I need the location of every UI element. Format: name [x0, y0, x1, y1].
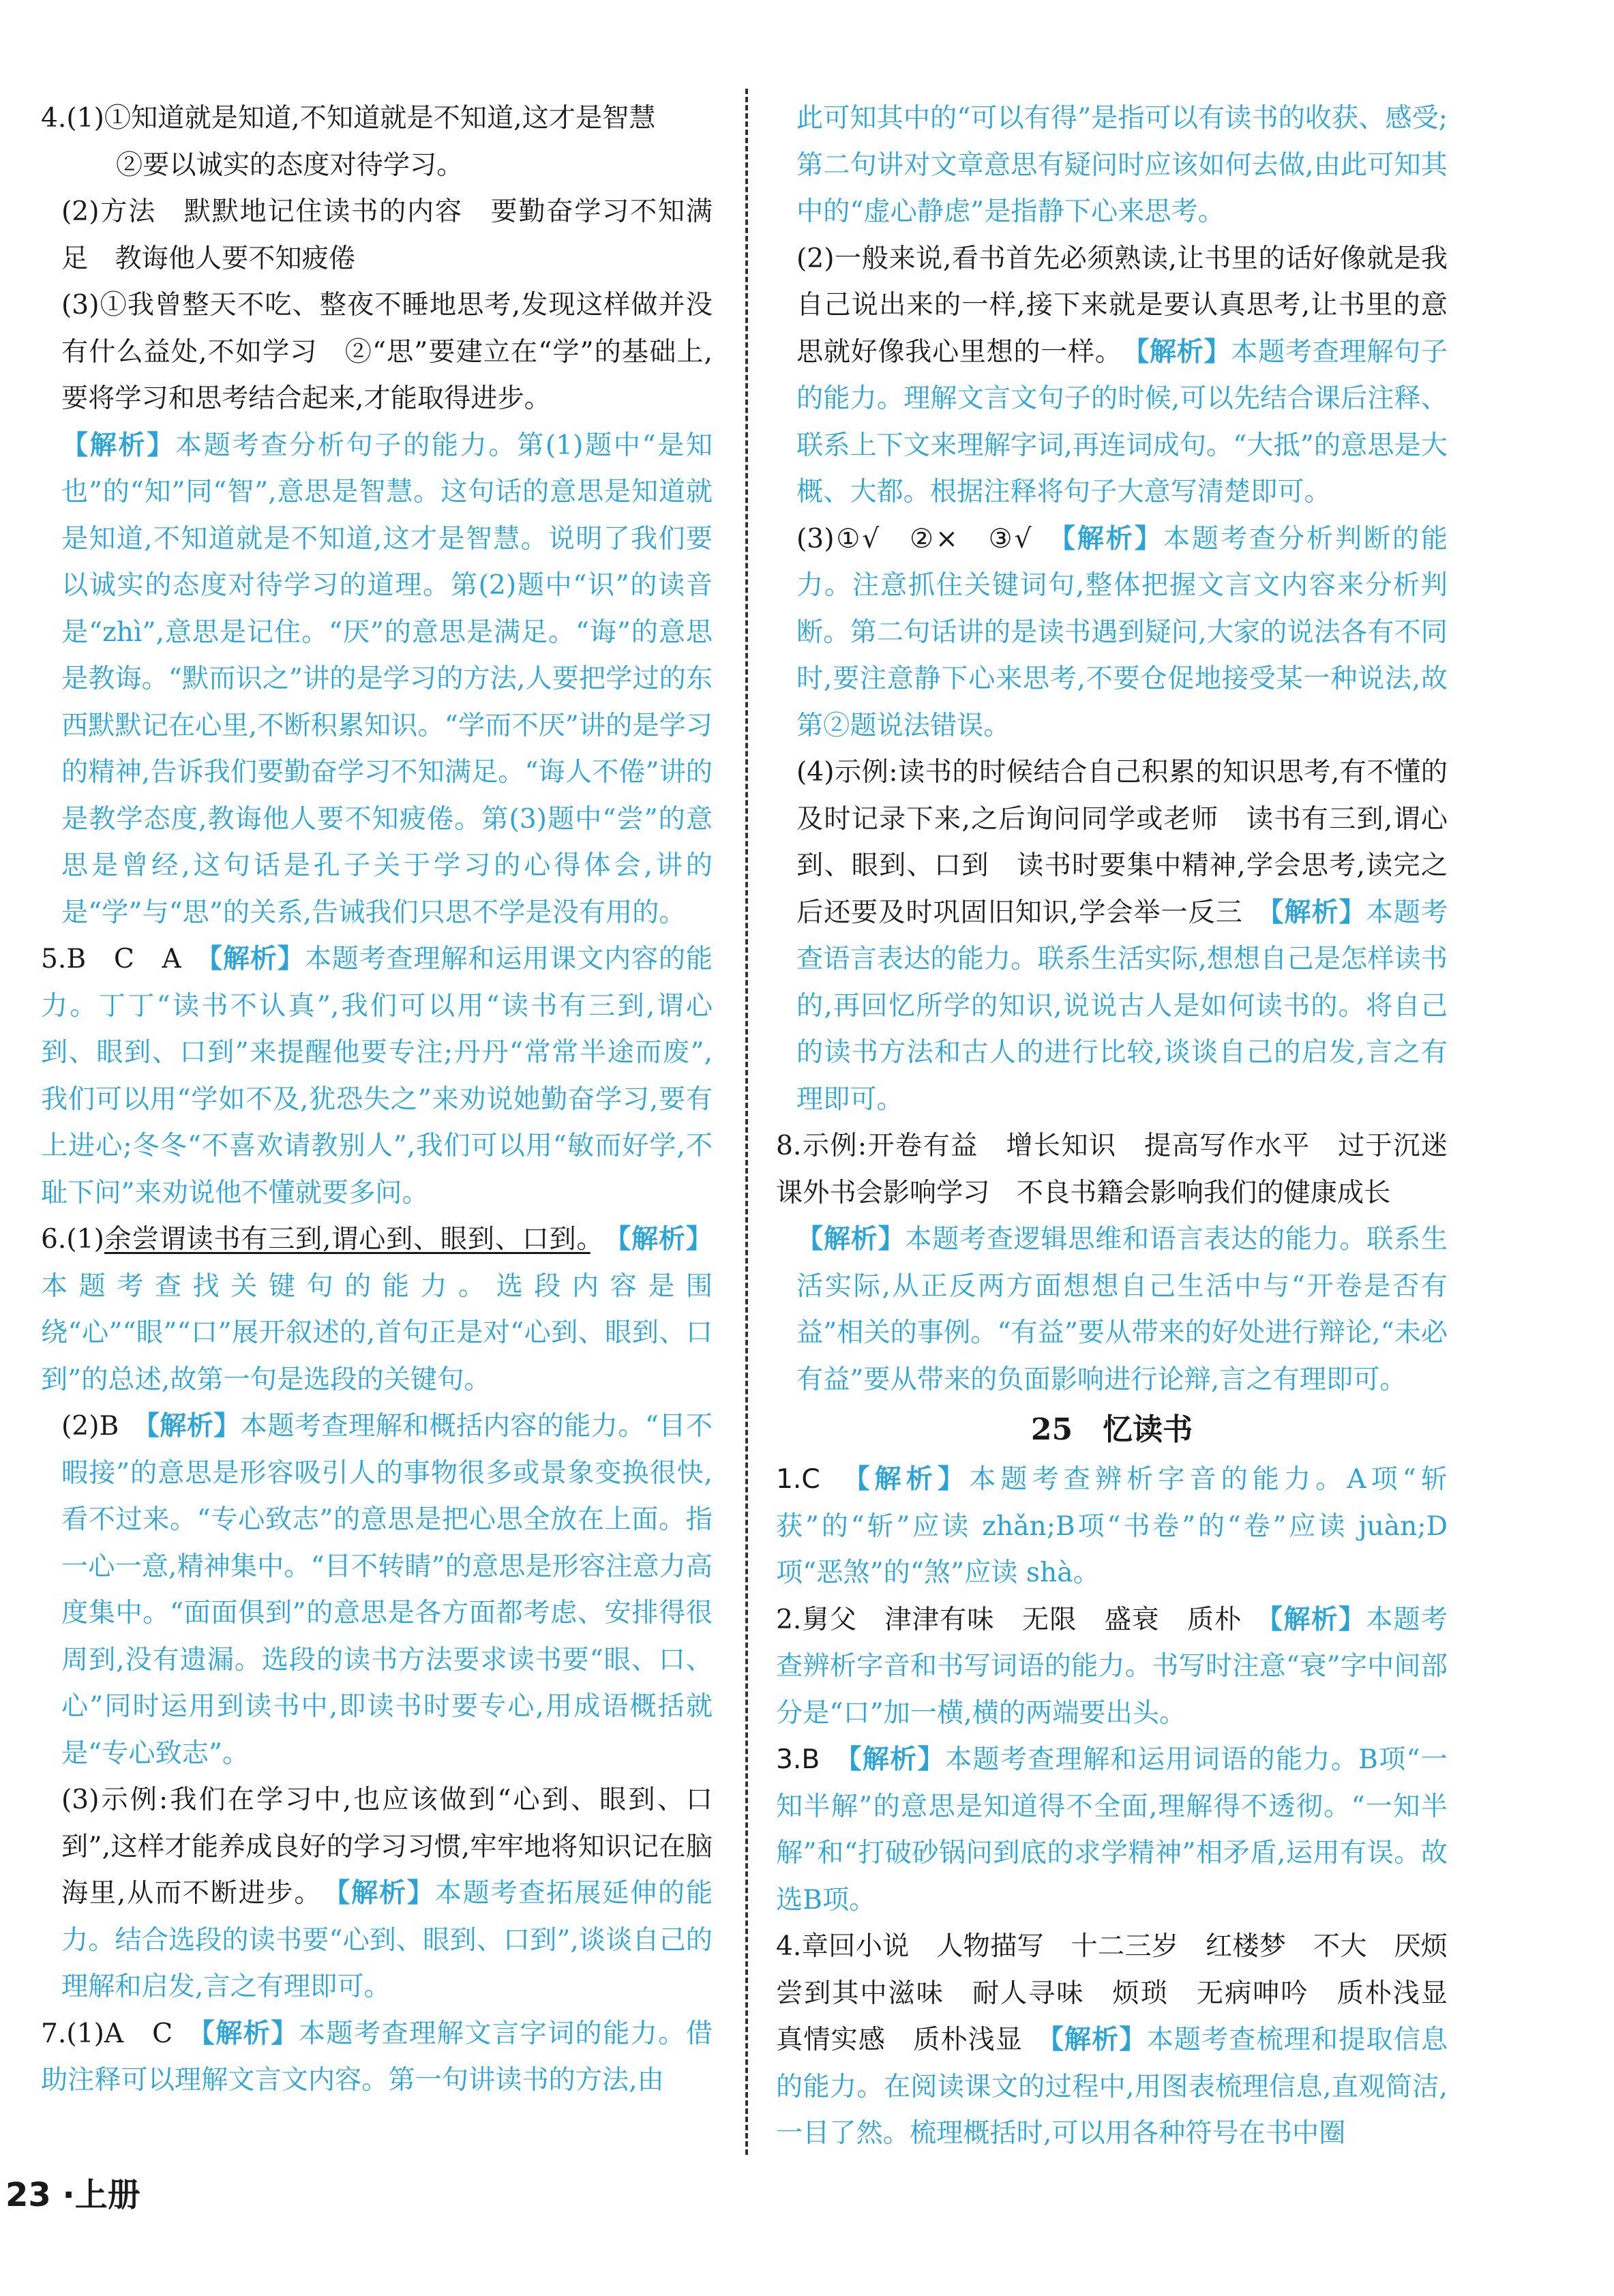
s4-block: [776, 1924, 1475, 2158]
q6-1-answer: 余尝谓读书有三到,谓心到、眼到、口到。: [104, 1224, 591, 1255]
analysis-tag: 【解析】: [209, 944, 305, 974]
q4-analysis-text: 本题考查分析句子的能力。第(1)题中“是知也”的“知”同“智”,意思是智慧。这句话的意思是知道就是知道,不知道就是不知道,这才是智慧。说明了我们要以诚实的态度对待学习的道理。第(2)题中“识”的读音是“zhì”,意思是记住。“厌”的意思是满足。“诲”的意思是教诲。“默而识之”讲的是学习的方法,人要把学过的东西默默记在心里,不断积累知识。“学而不厌”讲的是学习的精神,告诉我们要勤奋学习不知满足。“诲人不倦”讲的是教学态度,教诲他人要不知疲倦。第(3)题中“尝”的意思是曾经,这句话是孔子关于学习的心得体会,讲的是“学”与“思”的关系,告诫我们只思不学是没有用的。: [61, 430, 713, 928]
s1-analysis-text: 本题考查辨析字音的能力。A项“斩获”的“斩”应读 zhǎn;B项“书卷”的“卷”应读 juàn;D项“恶煞”的“煞”应读 shà。: [776, 1464, 1448, 1588]
column-divider: [745, 89, 748, 2155]
analysis-tag: 【解析】: [146, 1411, 241, 1442]
s3-answer: 3.B: [776, 1744, 820, 1775]
q4-answer-3: (3)①我曾整天不吃、整夜不睡地思考,发现这样做并没有什么益处,不如学习 ②“思”要建立在“学”的基础上,要将学习和思考结合起来,才能取得进步。: [61, 290, 713, 414]
q5-analysis-text: 本题考查理解和运用课文内容的能力。丁丁“读书不认真”,我们可以用“读书有三到,谓心到、眼到、口到”来提醒他要专注;丹丹“常常半途而废”,我们可以用“学如不及,犹恐失之”来劝说她勤奋学习,要有上进心;冬冬“不喜欢请教别人”,我们可以用“敏而好学,不耻下问”来劝说他不懂就要多问。: [41, 944, 713, 1208]
analysis-tag: 【解析】: [1050, 2025, 1147, 2055]
analysis-tag: 【解析】: [856, 1464, 970, 1495]
q6-2-analysis-text: 本题考查理解和概括内容的能力。“目不暇接”的意思是形容吸引人的事物很多或景象变换很快,看不过来。“专心致志”的意思是把心思全放在上面。指一心一意,精神集中。“目不转睛”的意思是形容注意力高度集中。“面面俱到”的意思是各方面都考虑、安排得很周到,没有遗漏。选段的读书方法要求读书要“眼、口、心”同时运用到读书中,即读书时要专心,用成语概括就是“专心致志”。: [61, 1411, 713, 1769]
s2-block: [776, 1597, 1448, 1738]
page-number: 23 ·上册: [5, 2176, 140, 2214]
q7-4-analysis-text: 本题考查语言表达的能力。联系生活实际,想想自己是怎样读书的,再回忆所学的知识,说说古人是如何读书的。将自己的读书方法和古人的进行比较,谈谈自己的启发,言之有理即可。: [796, 897, 1448, 1115]
q8-analysis-text: 本题考查逻辑思维和语言表达的能力。联系生活实际,从正反两方面想想自己生活中与“开卷是否有益”相关的事例。“有益”要从带来的好处进行辩论,“未必有益”要从带来的负面影响进行论辩,言之有理即可。: [796, 1224, 1448, 1395]
q7-2-block: [776, 236, 1448, 516]
s2-answer: 2.舅父 津津有味 无限 盛衰 质朴: [776, 1604, 1242, 1635]
q6-3-answer: (3)示例:我们在学习中,也应该做到“心到、眼到、口到”,这样才能养成良好的学习习惯,牢牢地将知识记在脑海里,从而不断进步。: [61, 1785, 713, 1909]
right-column: [776, 95, 1475, 2158]
q7-1-block: [41, 2011, 713, 2104]
q7-3-block: [776, 516, 1448, 750]
left-column: [41, 95, 713, 2104]
analysis-tag: 【解析】: [201, 2018, 299, 2049]
s1-block: [776, 1457, 1448, 1597]
s2-analysis-text: 本题考查辨析字音和书写词语的能力。书写时注意“衰”字中间部分是“口”加一横,横的两端要出头。: [776, 1604, 1448, 1729]
q5-answer: 5.B C A: [41, 944, 181, 974]
q6-1-prefix: 6.(1): [41, 1224, 104, 1255]
q7-1-answer: 7.(1)A C: [41, 2018, 173, 2049]
q6-1-block: [41, 1217, 713, 1403]
q7-3-analysis-text: 本题考查分析判断的能力。注意抓住关键词句,整体把握文言文内容来分析判断。第二句话讲的是读书遇到疑问,大家的说法各有不同时,要注意静下心来思考,不要仓促地接受某一种说法,故第②题说法错误。: [796, 523, 1448, 741]
analysis-tag: 【解析】: [617, 1224, 713, 1255]
analysis-tag: 【解析】: [848, 1744, 945, 1775]
analysis-tag: 【解析】: [1135, 336, 1231, 368]
q6-1-analysis-text: 本题考查找关键句的能力。选段内容是围绕“心”“眼”“口”展开叙述的,首句正是对“心到、眼到、口到”的总述,故第一句是选段的关键句。: [41, 1270, 713, 1395]
q7-1-analysis-text: 本题考查理解文言字词的能力。借助注释可以理解文言文内容。第一句讲读书的方法,由: [41, 2018, 713, 2096]
s4-answer: 4.章回小说 人物描写 十二三岁 红楼梦 不大 厌烦 尝到其中滋味 耐人寻味 烦琐 无病呻吟 质朴浅显 真情实感 质朴浅显: [776, 1931, 1475, 2055]
analysis-tag: 【解析】: [1269, 1604, 1366, 1635]
s1-answer: 1.C: [776, 1464, 820, 1495]
q7-2-analysis-text: 本题考查理解句子的能力。理解文言文句子的时候,可以先结合课后注释、联系上下文来理解字词,再连词成句。“大抵”的意思是大概、大都。根据注释将句子大意写清楚即可。: [796, 336, 1448, 507]
q8-analysis: [776, 1217, 1448, 1403]
q6-3-block: [41, 1777, 713, 2011]
q4-analysis: [41, 423, 713, 937]
q4-answer-2: (2)方法 默默地记住读书的内容 要勤奋学习不知满足 教诲他人要不知疲倦: [61, 196, 713, 274]
q7-3-answer: (3)①√ ②× ③√: [796, 523, 1032, 554]
analysis-tag: 【解析】: [1270, 897, 1366, 928]
q7-1-analysis-cont: 此可知其中的“可以有得”是指可以有读书的收获、感受;第二句讲对文章意思有疑问时应该如何去做,由此可知其中的“虚心静虑”是指静下心来思考。: [796, 103, 1448, 227]
q7-4-block: [776, 749, 1448, 1123]
q4-answer-1a: 4.(1)①知道就是知道,不知道就是不知道,这才是智慧: [41, 103, 656, 134]
s3-block: [776, 1737, 1448, 1924]
section-title: 25 忆读书: [1030, 1412, 1193, 1447]
q8-answer: 8.示例:开卷有益 增长知识 提高写作水平 过于沉迷课外书会影响学习 不良书籍会影响我们的健康成长: [776, 1131, 1448, 1208]
q4-answer-1b: ②要以诚实的态度对待学习。: [116, 149, 464, 181]
q5-block: [41, 936, 713, 1217]
analysis-tag: 【解析】: [61, 430, 176, 461]
analysis-tag: 【解析】: [1062, 523, 1163, 554]
analysis-tag: 【解析】: [796, 1224, 906, 1255]
s3-analysis-text: 本题考查理解和运用词语的能力。B项“一知半解”的意思是知道得不全面,理解得不透彻。“一知半解”和“打破砂锅问到底的求学精神”相矛盾,运用有误。故选B项。: [776, 1744, 1448, 1915]
s4-analysis-text: 本题考查梳理和提取信息的能力。在阅读课文的过程中,用图表梳理信息,直观简洁,一目了然。梳理概括时,可以用各种符号在书中圈: [776, 2025, 1448, 2149]
analysis-tag: 【解析】: [336, 1878, 435, 1909]
q6-2-answer: (2)B: [61, 1411, 119, 1442]
q7-2-answer: (2)一般来说,看书首先必须熟读,让书里的话好像就是我自己说出来的一样,接下来就是要认真思考,让书里的意思就好像我心里想的一样。: [796, 243, 1448, 368]
q6-3-analysis-text: 本题考查拓展延伸的能力。结合选段的读书要“心到、眼到、口到”,谈谈自己的理解和启发,言之有理即可。: [61, 1878, 713, 2002]
q7-4-answer: (4)示例:读书的时候结合自己积累的知识思考,有不懂的及时记录下来,之后询问同学或老师 读书有三到,谓心到、眼到、口到 读书时要集中精神,学会思考,读完之后还要及时巩固旧知识,学会举一反三: [796, 757, 1448, 928]
q6-2-block: [41, 1403, 713, 1777]
